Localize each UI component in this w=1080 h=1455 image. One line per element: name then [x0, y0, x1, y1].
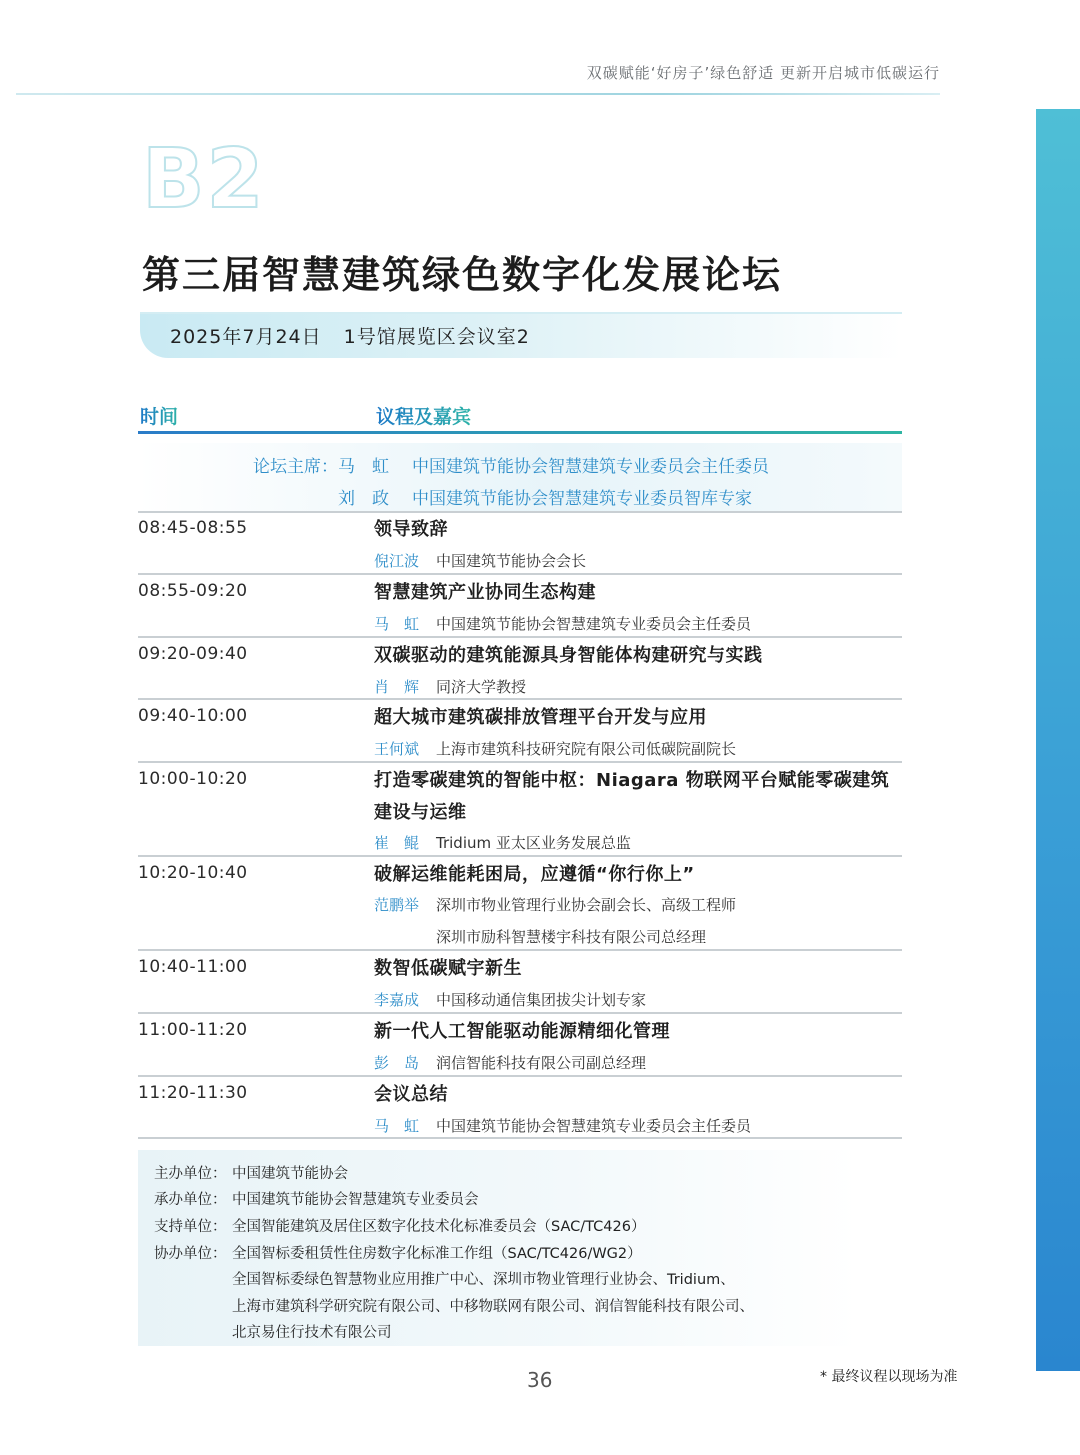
header-tagline: 双碳赋能‘好房子’绿色舒适 更新开启城市低碳运行 — [586, 64, 940, 82]
row-divider — [138, 761, 902, 763]
row-divider — [138, 855, 902, 857]
speaker-line — [374, 989, 646, 1010]
organizer-key: 承办单位： — [154, 1192, 227, 1208]
organizer-value: 中国建筑节能协会 — [232, 1166, 348, 1182]
organizer-value: 全国智标委租赁性住房数字化标准工作组（SAC/TC426/WG2） — [232, 1246, 642, 1262]
column-header-agenda: 议程及嘉宾 — [376, 402, 471, 429]
agenda-time: 11:20-11:30 — [138, 1083, 248, 1103]
organizer-line — [154, 1321, 392, 1342]
page-title: 第三届智慧建筑绿色数字化发展论坛 — [142, 253, 783, 297]
row-divider — [138, 949, 902, 951]
agenda-topic: 新一代人工智能驱动能源精细化管理 — [374, 1021, 670, 1042]
chair-name: 刘 政 — [338, 489, 389, 509]
organizer-line — [154, 1268, 735, 1289]
agenda-topic: 超大城市建筑碳排放管理平台开发与应用 — [374, 707, 707, 728]
organizer-line — [154, 1162, 348, 1183]
speaker-line — [374, 926, 706, 947]
speaker-role: 中国建筑节能协会智慧建筑专业委员会主任委员 — [436, 1117, 752, 1135]
agenda-time: 10:00-10:20 — [138, 769, 248, 789]
agenda-time: 10:40-11:00 — [138, 957, 248, 977]
speaker-name: 马 虹 — [374, 615, 420, 633]
row-divider — [138, 698, 902, 700]
chairs-label: 论坛主席： — [253, 457, 338, 477]
speaker-name: 倪江波 — [374, 552, 420, 570]
organizer-value: 全国智标委绿色智慧物业应用推广中心、深圳市物业管理行业协会、Tridium、 — [232, 1272, 735, 1288]
row-divider — [138, 1012, 902, 1014]
chairs-block — [138, 443, 902, 511]
speaker-name: 崔 鲲 — [374, 834, 420, 852]
session-location: 1号馆展览区会议室2 — [343, 326, 530, 348]
agenda-time: 11:00-11:20 — [138, 1020, 248, 1040]
organizer-line — [154, 1295, 754, 1316]
row-divider — [138, 573, 902, 575]
date-banner — [140, 312, 902, 358]
speaker-role: 中国建筑节能协会智慧建筑专业委员会主任委员 — [436, 615, 752, 633]
speaker-name: 肖 辉 — [374, 678, 420, 696]
organizers-block — [138, 1150, 858, 1346]
speaker-line — [374, 894, 736, 915]
date-location — [170, 322, 530, 349]
speaker-role: 同济大学教授 — [436, 678, 527, 696]
speaker-role: Tridium 亚太区业务发展总监 — [436, 834, 631, 852]
speaker-role: 中国移动通信集团拔尖计划专家 — [436, 991, 647, 1009]
row-divider — [138, 1075, 902, 1077]
organizer-value: 全国智能建筑及居住区数字化技术化标准委员会（SAC/TC426） — [232, 1219, 646, 1235]
column-header-time: 时间 — [140, 402, 178, 429]
row-divider — [138, 636, 902, 638]
organizer-line — [154, 1188, 479, 1209]
speaker-role: 润信智能科技有限公司副总经理 — [436, 1054, 647, 1072]
chair-role: 中国建筑节能协会智慧建筑专业委员会主任委员 — [412, 457, 769, 477]
side-color-bar — [1036, 109, 1080, 1371]
session-code: B2 — [142, 132, 266, 227]
organizer-key: 协办单位： — [154, 1246, 227, 1262]
chair-name: 马 虹 — [338, 457, 389, 477]
speaker-role: 上海市建筑科技研究院有限公司低碳院副院长 — [436, 740, 737, 758]
speaker-name: 李嘉成 — [374, 991, 420, 1009]
speaker-line — [374, 1052, 646, 1073]
header-divider — [16, 93, 940, 95]
speaker-role: 深圳市励科智慧楼宇科技有限公司总经理 — [436, 928, 707, 946]
agenda-time: 08:55-09:20 — [138, 581, 248, 601]
speaker-name: 范鹏举 — [374, 896, 420, 914]
organizer-key: 支持单位： — [154, 1219, 227, 1235]
agenda-time: 08:45-08:55 — [138, 518, 248, 538]
agenda-topic: 打造零碳建筑的智能中枢：Niagara 物联网平台赋能零碳建筑建设与运维 — [374, 770, 890, 823]
organizer-value: 中国建筑节能协会智慧建筑专业委员会 — [232, 1192, 479, 1208]
speaker-line — [374, 832, 631, 853]
organizer-value: 上海市建筑科学研究院有限公司、中移物联网有限公司、润信智能科技有限公司、 — [232, 1299, 754, 1315]
speaker-name: 马 虹 — [374, 1117, 420, 1135]
chair-role: 中国建筑节能协会智慧建筑专业委员智库专家 — [412, 489, 752, 509]
page-number: 36 — [527, 1368, 553, 1392]
organizer-line — [154, 1242, 642, 1263]
speaker-role: 深圳市物业管理行业协会副会长、高级工程师 — [436, 896, 737, 914]
agenda-time: 10:20-10:40 — [138, 863, 248, 883]
row-divider — [138, 511, 902, 513]
organizer-value: 北京易住行技术有限公司 — [232, 1325, 392, 1341]
footnote: * 最终议程以现场为准 — [820, 1369, 958, 1385]
speaker-name: 彭 岛 — [374, 1054, 420, 1072]
agenda-topic: 会议总结 — [374, 1084, 448, 1105]
agenda-time: 09:40-10:00 — [138, 706, 248, 726]
header-underline — [138, 431, 902, 434]
speaker-line — [374, 1115, 751, 1136]
session-date: 2025年7月24日 — [170, 326, 322, 348]
agenda-time: 09:20-09:40 — [138, 644, 248, 664]
speaker-line — [374, 550, 586, 571]
agenda-topic: 破解运维能耗困局，应遵循“你行你上” — [374, 864, 695, 885]
speaker-line — [374, 738, 736, 759]
agenda-topic: 领导致辞 — [374, 519, 448, 540]
organizer-key: 主办单位： — [154, 1166, 227, 1182]
speaker-name: 王何斌 — [374, 740, 420, 758]
agenda-topic: 数智低碳赋宇新生 — [374, 958, 522, 979]
agenda-topic: 智慧建筑产业协同生态构建 — [374, 582, 596, 603]
organizer-line — [154, 1215, 645, 1236]
agenda-topic: 双碳驱动的建筑能源具身智能体构建研究与实践 — [374, 645, 763, 666]
speaker-line — [374, 676, 526, 697]
speaker-line — [374, 613, 751, 634]
speaker-role: 中国建筑节能协会会长 — [436, 552, 587, 570]
row-divider — [138, 1137, 902, 1139]
